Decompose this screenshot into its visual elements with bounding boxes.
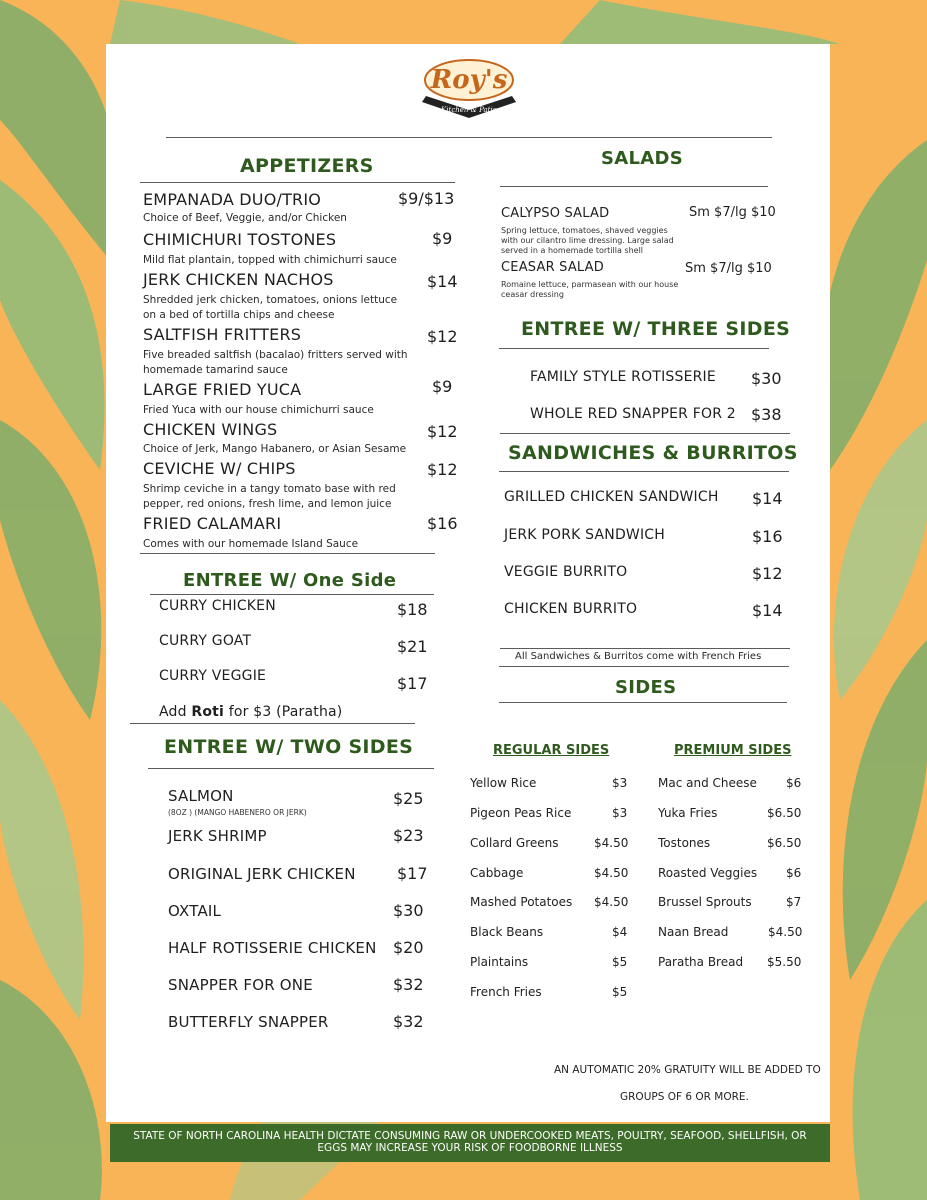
appetizer-name: CHICKEN WINGS: [143, 420, 278, 439]
appetizer-name: SALTFISH FRITTERS: [143, 325, 302, 344]
entree-two-price: $17: [397, 864, 428, 883]
regular-side-name: Mashed Potatoes: [470, 895, 573, 909]
regular-side-price: $3: [612, 776, 628, 790]
sandwich-price: $12: [752, 564, 783, 583]
footer-line: STATE OF NORTH CAROLINA HEALTH DICTATE CONSUMING RAW OR UNDERCOOKED MEATS, POULTRY, SEAFOOD, SHELLFISH, OR: [133, 1130, 807, 1142]
entree-one-name: CURRY VEGGIE: [159, 668, 267, 684]
entree-two-divider: [148, 768, 434, 769]
entree-one-title: ENTREE W/ One Side: [183, 570, 397, 591]
appetizer-price: $14: [427, 272, 458, 291]
sandwich-name: GRILLED CHICKEN SANDWICH: [504, 489, 719, 505]
entree-three-name: WHOLE RED SNAPPER FOR 2: [530, 406, 736, 422]
sandwiches-bottom-divider: [500, 648, 790, 649]
premium-side-price: $6.50: [767, 806, 802, 820]
salads-title: SALADS: [601, 148, 684, 169]
sandwiches-title: SANDWICHES & BURRITOS: [508, 442, 798, 464]
entree-one-price: $21: [397, 637, 428, 656]
premium-side-price: $6: [786, 776, 802, 790]
regular-side-name: Plaintains: [470, 955, 529, 969]
sandwiches-note-divider: [499, 666, 789, 667]
header-divider: [166, 137, 772, 138]
appetizers-bottom-divider: [140, 553, 435, 554]
appetizer-desc: Choice of Jerk, Mango Habanero, or Asian Sesame: [143, 443, 407, 455]
entree-two-note: (8OZ ) (MANGO HABENERO OR JERK): [168, 808, 307, 817]
salads-divider: [500, 186, 768, 187]
premium-side-name: Paratha Bread: [658, 955, 744, 969]
salad-price: Sm $7/lg $10: [685, 261, 772, 276]
appetizer-desc: Five breaded saltfish (bacalao) fritters served with: [143, 349, 408, 361]
regular-side-price: $4.50: [594, 866, 629, 880]
logo-graphic: [416, 48, 522, 126]
sandwich-name: VEGGIE BURRITO: [504, 564, 628, 580]
salad-price: Sm $7/lg $10: [689, 205, 776, 220]
gratuity-note: AN AUTOMATIC 20% GRATUITY WILL BE ADDED TO: [554, 1064, 821, 1076]
entree-one-price: $17: [397, 674, 428, 693]
roti-addon: Add Roti for $3 (Paratha): [159, 704, 343, 720]
salad-desc: Spring lettuce, tomatoes, shaved veggies: [501, 226, 668, 235]
appetizer-price: $9/$13: [398, 189, 455, 208]
entree-three-price: $38: [751, 405, 782, 424]
appetizer-desc: Comes with our homemade Island Sauce: [143, 538, 359, 550]
entree-two-name: OXTAIL: [168, 902, 222, 920]
logo-tagline: Kitchen & Patio: [441, 106, 497, 114]
regular-side-name: Pigeon Peas Rice: [470, 806, 572, 820]
regular-side-name: Cabbage: [470, 866, 524, 880]
sandwich-name: CHICKEN BURRITO: [504, 601, 638, 617]
sandwiches-note: All Sandwiches & Burritos come with French Fries: [515, 651, 762, 662]
regular-side-name: Collard Greens: [470, 836, 559, 850]
premium-side-price: $6: [786, 866, 802, 880]
premium-side-name: Tostones: [658, 836, 711, 850]
appetizer-price: $9: [432, 377, 453, 396]
appetizer-name: CHIMICHURI TOSTONES: [143, 230, 337, 249]
entree-two-price: $32: [393, 1012, 424, 1031]
premium-side-name: Naan Bread: [658, 925, 729, 939]
salad-desc: served in a homemade tortilla shell: [501, 246, 644, 255]
premium-side-price: $7: [786, 895, 802, 909]
appetizer-price: $12: [427, 422, 458, 441]
entree-two-price: $32: [393, 975, 424, 994]
gratuity-note: GROUPS OF 6 OR MORE.: [620, 1091, 749, 1103]
appetizers-title: APPETIZERS: [240, 155, 374, 177]
footer-line: EGGS MAY INCREASE YOUR RISK OF FOODBORNE ILLNESS: [317, 1142, 623, 1154]
entree-one-price: $18: [397, 600, 428, 619]
entree-two-price: $20: [393, 938, 424, 957]
regular-side-price: $4: [612, 925, 628, 939]
regular-side-name: French Fries: [470, 985, 542, 999]
regular-side-price: $5: [612, 955, 628, 969]
appetizer-desc: pepper, red onions, fresh lime, and lemon juice: [143, 498, 392, 510]
sides-title: SIDES: [615, 677, 677, 698]
appetizer-desc: Choice of Beef, Veggie, and/or Chicken: [143, 212, 347, 224]
appetizer-desc: Mild flat plantain, topped with chimichurri sauce: [143, 254, 397, 266]
appetizer-price: $16: [427, 514, 458, 533]
sandwich-price: $14: [752, 601, 783, 620]
logo-name: Roy's: [430, 65, 508, 95]
entree-one-name: CURRY CHICKEN: [159, 598, 276, 614]
entree-three-title: ENTREE W/ THREE SIDES: [521, 318, 791, 340]
sandwich-price: $16: [752, 527, 783, 546]
salad-desc: with our cilantro lime dressing. Large salad: [501, 236, 674, 245]
sandwich-price: $14: [752, 489, 783, 508]
appetizer-desc: Shredded jerk chicken, tomatoes, onions lettuce: [143, 294, 398, 306]
premium-side-price: $6.50: [767, 836, 802, 850]
regular-side-price: $4.50: [594, 895, 629, 909]
premium-side-name: Yuka Fries: [658, 806, 718, 820]
salad-name: CEASAR SALAD: [501, 260, 604, 275]
entree-two-price: $30: [393, 901, 424, 920]
regular-side-name: Black Beans: [470, 925, 544, 939]
entree-two-price: $23: [393, 826, 424, 845]
premium-side-name: Brussel Sprouts: [658, 895, 752, 909]
appetizer-desc: Shrimp ceviche in a tangy tomato base with red: [143, 483, 396, 495]
entree-two-name: HALF ROTISSERIE CHICKEN: [168, 939, 377, 957]
appetizer-name: EMPANADA DUO/TRIO: [143, 190, 322, 209]
appetizer-price: $12: [427, 460, 458, 479]
sandwich-name: JERK PORK SANDWICH: [504, 527, 666, 543]
premium-side-price: $4.50: [768, 925, 803, 939]
regular-side-price: $5: [612, 985, 628, 999]
premium-side-name: Roasted Veggies: [658, 866, 758, 880]
entree-one-name: CURRY GOAT: [159, 633, 252, 649]
premium-sides-title: PREMIUM SIDES: [674, 743, 792, 758]
appetizer-name: JERK CHICKEN NACHOS: [143, 270, 334, 289]
appetizer-name: FRIED CALAMARI: [143, 514, 282, 533]
entree-two-title: ENTREE W/ TWO SIDES: [164, 736, 414, 758]
appetizer-name: LARGE FRIED YUCA: [143, 380, 302, 399]
salad-desc: Romaine lettuce, parmasean with our house: [501, 280, 679, 289]
regular-side-price: $3: [612, 806, 628, 820]
entree-three-name: FAMILY STYLE ROTISSERIE: [530, 369, 716, 385]
premium-side-name: Mac and Cheese: [658, 776, 757, 790]
premium-side-price: $5.50: [767, 955, 802, 969]
entree-two-name: ORIGINAL JERK CHICKEN: [168, 865, 356, 883]
sandwiches-divider: [499, 471, 789, 472]
appetizer-desc: on a bed of tortilla chips and cheese: [143, 309, 335, 321]
entree-two-name: SALMON: [168, 787, 234, 805]
appetizers-divider: [140, 182, 455, 183]
appetizer-name: CEVICHE W/ CHIPS: [143, 459, 296, 478]
entree-three-divider: [499, 348, 769, 349]
entree-one-divider: [150, 594, 434, 595]
regular-side-price: $4.50: [594, 836, 629, 850]
appetizer-price: $12: [427, 327, 458, 346]
regular-sides-title: REGULAR SIDES: [493, 743, 610, 758]
appetizer-desc: homemade tamarind sauce: [143, 364, 288, 376]
appetizer-desc: Fried Yuca with our house chimichurri sauce: [143, 404, 374, 416]
entree-three-bottom-divider: [500, 433, 790, 434]
regular-side-name: Yellow Rice: [470, 776, 537, 790]
entree-two-name: JERK SHRIMP: [168, 827, 267, 845]
entree-two-name: SNAPPER FOR ONE: [168, 976, 313, 994]
appetizer-price: $9: [432, 229, 453, 248]
sides-divider: [499, 702, 787, 703]
entree-two-name: BUTTERFLY SNAPPER: [168, 1013, 329, 1031]
entree-one-bottom-divider: [130, 723, 415, 724]
salad-name: CALYPSO SALAD: [501, 206, 610, 221]
salad-desc: ceasar dressing: [501, 290, 564, 299]
health-warning-footer: [110, 1124, 830, 1162]
entree-three-price: $30: [751, 369, 782, 388]
entree-two-price: $25: [393, 789, 424, 808]
